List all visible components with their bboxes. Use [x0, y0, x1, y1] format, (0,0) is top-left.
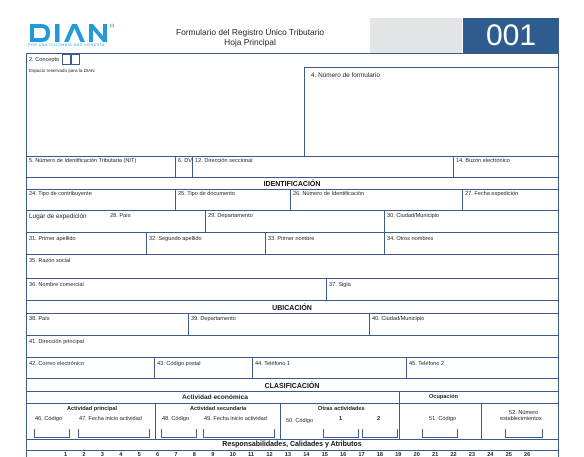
codigo46-label: 46. Código [35, 416, 63, 422]
nombre-comercial-label: 36. Nombre comercial [29, 282, 84, 288]
responsabilidad-number: 1 [64, 452, 68, 457]
form-title-line2: Hoja Principal [224, 37, 276, 47]
rule [265, 232, 266, 254]
responsabilidad-number: 16 [340, 452, 347, 457]
codigo50-input-2[interactable] [362, 429, 398, 438]
telefono1-label: 44. Teléfono 1 [255, 361, 291, 367]
rule [188, 313, 189, 335]
responsabilidad-number: 8 [192, 452, 196, 457]
responsabilidad-number: 5 [137, 452, 141, 457]
nit-label: 5. Número de Identificación Tributaria (NIT) [29, 158, 137, 164]
codigo46-input[interactable] [34, 429, 70, 438]
pais-label: 28. País [110, 213, 131, 219]
ciudad-label: 30. Ciudad/Municipio [387, 213, 440, 219]
dian-logo-mark [28, 22, 128, 44]
form-code: 001 [485, 19, 537, 52]
tipo-contribuyente-label: 24. Tipo de contribuyente [29, 191, 92, 197]
rule [26, 189, 559, 190]
rule [26, 156, 559, 157]
otras-actividades-label: Otras actividades [318, 406, 365, 412]
responsabilidad-number: 13 [284, 452, 292, 457]
rule [26, 378, 559, 379]
rule [280, 403, 281, 439]
correo-label: 42. Correo electrónico [29, 361, 85, 367]
dian-logo [28, 22, 128, 50]
rule [154, 357, 155, 378]
rule [399, 391, 400, 439]
rule [146, 232, 147, 254]
responsabilidad-number: 22 [450, 452, 457, 457]
codigo51-input[interactable] [422, 429, 458, 438]
concepto-input-2[interactable] [71, 54, 80, 65]
codigo50-input-1[interactable] [323, 429, 359, 438]
rule [26, 335, 559, 336]
frame-left [26, 53, 27, 457]
rule [290, 189, 291, 210]
rule [26, 177, 559, 178]
responsabilidad-number: 2 [82, 452, 86, 457]
actividad-economica-label: Actividad económica [182, 394, 248, 401]
responsabilidad-number: 25 [505, 452, 512, 457]
rule [26, 53, 559, 54]
rule [26, 210, 559, 211]
rule [384, 232, 385, 254]
direccion-label: 41. Dirección principal [29, 339, 85, 345]
otros-nombres-label: 34. Otros nombres [387, 236, 434, 242]
responsabilidad-number: 20 [413, 452, 420, 457]
rule [175, 189, 176, 210]
fecha47-input[interactable] [78, 429, 150, 438]
responsabilidad-number: 18 [376, 452, 384, 457]
telefono2-label: 45. Teléfono 2 [409, 361, 445, 367]
section-identificacion: IDENTIFICACIÓN [263, 181, 321, 188]
rule [384, 210, 385, 232]
rule [26, 254, 559, 255]
ocupacion-label: Ocupación [429, 394, 458, 400]
segundo-apellido-label: 32. Segundo apellido [149, 236, 202, 242]
form-number-label: 4. Número de formulario [311, 72, 380, 79]
rule [192, 156, 193, 177]
rule [252, 357, 253, 378]
codigo48-label: 48. Código [162, 416, 190, 422]
rule [304, 67, 558, 68]
codigo-postal-label: 43. Código postal [157, 361, 201, 367]
establecimientos-label-1: 52. Número [509, 410, 539, 416]
responsabilidad-number: 10 [229, 452, 236, 457]
codigo50-label: 50. Código [286, 418, 314, 424]
actividad-principal-label: Actividad principal [67, 406, 118, 412]
rule [26, 232, 559, 233]
concepto-input-1[interactable] [62, 54, 71, 65]
otras-2-label: 2 [377, 416, 381, 422]
section-responsabilidades: Responsabilidades, Calidades y Atributos [222, 441, 362, 448]
reserved-dian-label: Espacio reservado para la DIAN [29, 68, 95, 73]
responsabilidad-number: 7 [174, 452, 178, 457]
responsabilidad-number: 11 [248, 452, 254, 457]
rule [175, 156, 176, 177]
rule [26, 278, 559, 279]
numero-identificacion-label: 26. Número de Identificación [293, 191, 365, 197]
rule [369, 313, 370, 335]
responsabilidad-number: 17 [358, 452, 365, 457]
header-gray-box [370, 18, 462, 53]
rule [26, 313, 559, 314]
rule [205, 210, 206, 232]
actividad-secundaria-label: Actividad secundaria [190, 406, 247, 412]
section-clasificacion: CLASIFICACIÓN [264, 383, 320, 390]
ub-departamento-label: 39. Departamento [191, 316, 236, 322]
responsabilidad-number: 6 [156, 452, 160, 457]
responsabilidad-number: 9 [211, 452, 215, 457]
responsabilidad-number: 26 [524, 452, 531, 457]
dv-label: 6. DV [178, 158, 192, 164]
otras-1-label: 1 [339, 416, 343, 422]
rule [26, 300, 559, 301]
form-title-line1: Formulario del Registro Único Tributario [175, 27, 324, 37]
razon-social-label: 35. Razón social [29, 258, 71, 264]
responsabilidad-number: 24 [487, 452, 494, 457]
responsabilidad-number: 3 [100, 452, 104, 457]
responsabilidad-number: 4 [119, 452, 123, 457]
rule [453, 156, 454, 177]
section-ubicacion: UBICACIÓN [272, 305, 312, 312]
codigo51-label: 51. Código [429, 416, 457, 422]
rule [462, 189, 463, 210]
rule [26, 403, 559, 404]
rule [481, 403, 482, 439]
rule [326, 278, 327, 300]
responsabilidad-number: 14 [303, 452, 310, 457]
ub-pais-label: 38. País [29, 316, 50, 322]
responsabilidad-number: 19 [395, 452, 402, 457]
establecimientos-label-2: establecimientos [500, 416, 542, 422]
responsabilidad-number: 12 [266, 452, 273, 457]
responsabilidad-number: 23 [468, 452, 476, 457]
sigla-label: 37. Sigla [329, 282, 351, 288]
responsabilidades-numbers [26, 451, 559, 457]
establecimientos-input[interactable] [505, 429, 543, 438]
fecha47-label: 47. Fecha inicio actividad [79, 416, 142, 422]
rule [406, 357, 407, 378]
buzon-label: 14. Buzón electrónico [456, 158, 510, 164]
rule [26, 357, 559, 358]
seccional-label: 12. Dirección seccional [195, 158, 253, 164]
fecha49-label: 49. Fecha inicio actividad [204, 416, 267, 422]
lugar-expedicion-label: Lugar de expedición [29, 213, 87, 220]
codigo48-input[interactable] [161, 429, 197, 438]
tipo-documento-label: 25. Tipo de documento [178, 191, 235, 197]
departamento-label: 29. Departamento [208, 213, 253, 219]
rule [155, 403, 156, 439]
form-title [170, 27, 330, 47]
fecha-expedicion-label: 27. Fecha expedición [465, 191, 519, 197]
rule [304, 67, 305, 156]
primer-apellido-label: 31. Primer apellido [29, 236, 76, 242]
fecha49-input[interactable] [203, 429, 275, 438]
primer-nombre-label: 33. Primer nombre [268, 236, 315, 242]
responsabilidad-number: 15 [321, 452, 328, 457]
logo-tagline: POR UNA COLOMBIA MÁS HONESTA [28, 43, 105, 47]
ub-ciudad-label: 40. Ciudad/Municipio [372, 316, 425, 322]
concepto-label: 2. Concepto [29, 57, 60, 63]
rule [26, 391, 559, 392]
responsabilidad-number: 21 [432, 452, 439, 457]
